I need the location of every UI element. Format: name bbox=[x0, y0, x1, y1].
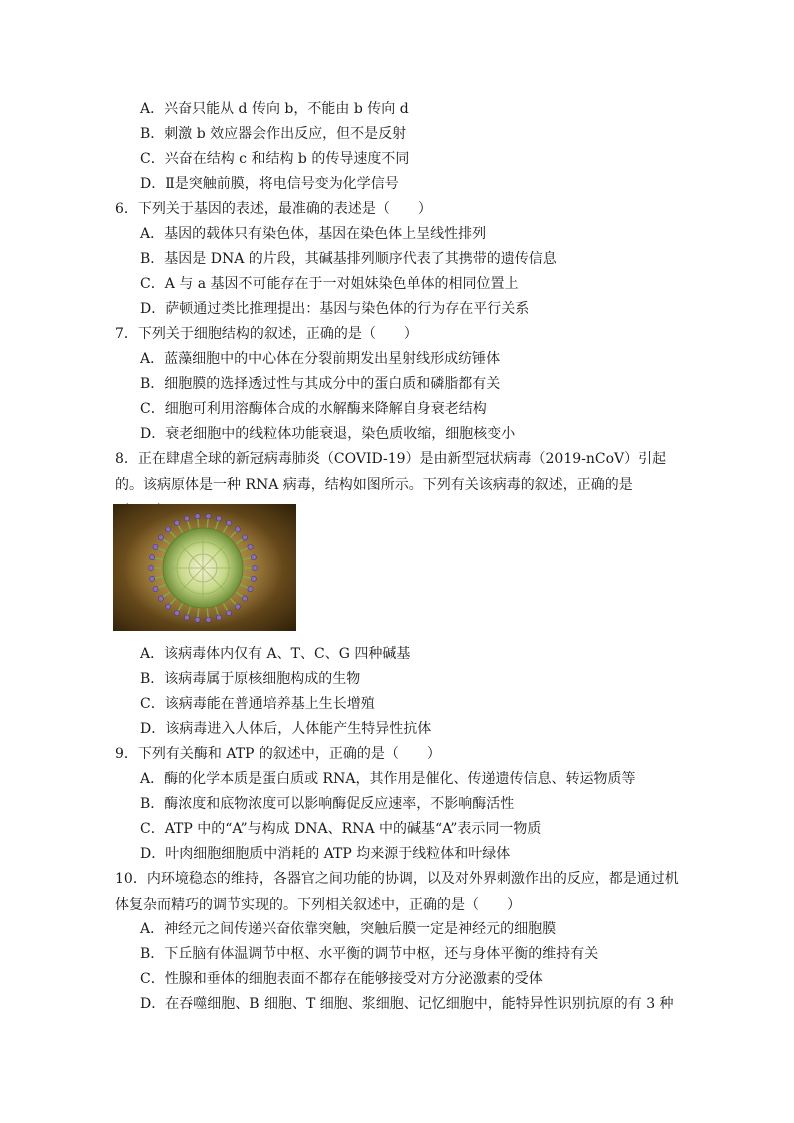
q6-option-d: D．萨顿通过类比推理提出：基因与染色体的行为存在平行关系 bbox=[140, 301, 530, 317]
spike-head bbox=[184, 516, 189, 521]
q9-stem: 9．下列有关酶和 ATP 的叙述中，正确的是（ ） bbox=[115, 746, 441, 762]
q6-option-c: C．A 与 a 基因不可能存在于一对姐妹染色单体的相同位置上 bbox=[140, 276, 519, 292]
spike-head bbox=[148, 565, 153, 570]
q7-option-c: C．细胞可利用溶酶体合成的水解酶来降解自身衰老结构 bbox=[140, 401, 487, 417]
q6-option-a: A．基因的载体只有染色体，基因在染色体上呈线性排列 bbox=[140, 226, 487, 242]
spike-head bbox=[166, 604, 171, 609]
spike-head bbox=[184, 615, 189, 620]
spike-head bbox=[166, 527, 171, 532]
spike-head bbox=[226, 520, 231, 525]
q7-option-a: A．蓝藻细胞中的中心体在分裂前期发出星射线形成纺锤体 bbox=[140, 351, 501, 367]
spike-head bbox=[242, 596, 247, 601]
spike-head bbox=[235, 527, 240, 532]
spike-head bbox=[242, 535, 247, 540]
spike-head bbox=[252, 565, 257, 570]
spike-head bbox=[248, 587, 253, 592]
spike-head bbox=[248, 544, 253, 549]
q10-option-c: C．性腺和垂体的细胞表面不都存在能够接受对方分泌激素的受体 bbox=[140, 971, 543, 987]
spike-head bbox=[216, 615, 221, 620]
q10-option-d: D．在吞噬细胞、B 细胞、T 细胞、浆细胞、记忆细胞中，能特异性识别抗原的有 3 种 bbox=[140, 996, 674, 1012]
spike-head bbox=[251, 576, 256, 581]
spike-head bbox=[174, 610, 179, 615]
q5-option-d: D．Ⅱ是突触前膜，将电信号变为化学信号 bbox=[140, 176, 399, 192]
q10-option-a: A．神经元之间传递兴奋依靠突触，突触后膜一定是神经元的细胞膜 bbox=[140, 921, 557, 937]
spike-head bbox=[195, 617, 200, 622]
q7-stem: 7．下列关于细胞结构的叙述，正确的是（ ） bbox=[115, 326, 418, 342]
spike-head bbox=[153, 587, 158, 592]
spike-head bbox=[216, 516, 221, 521]
q10-option-b: B．下丘脑有体温调节中枢、水平衡的调节中枢，还与身体平衡的维持有关 bbox=[140, 946, 599, 962]
spike-head bbox=[235, 604, 240, 609]
q9-option-d: D．叶肉细胞细胞质中消耗的 ATP 均来源于线粒体和叶绿体 bbox=[140, 846, 511, 862]
spike-head bbox=[174, 520, 179, 525]
spike-head bbox=[206, 617, 211, 622]
spike-head bbox=[150, 576, 155, 581]
q8-stem: 8．正在肆虐全球的新冠病毒肺炎（COVID-19）是由新型冠状病毒（2019-nCoV）引起的。该病原体是一种 RNA 病毒，结构如图所示。下列有关该病毒的叙述，正确的是 bbox=[115, 451, 667, 493]
spike-head bbox=[153, 544, 158, 549]
q8-option-b: B．该病毒属于原核细胞构成的生物 bbox=[140, 671, 361, 687]
spike-head bbox=[158, 596, 163, 601]
q8-option-d: D．该病毒进入人体后，人体能产生特异性抗体 bbox=[140, 721, 432, 737]
spike-head bbox=[158, 535, 163, 540]
q5-option-b: B．刺激 b 效应器会作出反应，但不是反射 bbox=[140, 126, 407, 142]
spike-head bbox=[150, 555, 155, 560]
q5-option-a: A．兴奋只能从 d 传向 b，不能由 b 传向 d bbox=[140, 101, 409, 117]
q9-option-a: A．酶的化学本质是蛋白质或 RNA，其作用是催化、传递遗传信息、转运物质等 bbox=[140, 771, 636, 787]
q7-option-d: D．衰老细胞中的线粒体功能衰退，染色质收缩，细胞核变小 bbox=[140, 426, 516, 442]
q10-stem: 10．内环境稳态的维持，各器官之间功能的协调，以及对外界刺激作出的反应，都是通过机体复杂而精巧的调节实现的。下列相关叙述中，正确的是（ ） bbox=[115, 871, 679, 913]
spike-head bbox=[206, 514, 211, 519]
q9-option-c: C．ATP 中的“A”与构成 DNA、RNA 中的碱基“A”表示同一物质 bbox=[140, 821, 542, 837]
q8-option-c: C．该病毒能在普通培养基上生长增殖 bbox=[140, 696, 375, 712]
spike-head bbox=[195, 514, 200, 519]
q5-option-c: C．兴奋在结构 c 和结构 b 的传导速度不同 bbox=[140, 151, 410, 167]
q6-option-b: B．基因是 DNA 的片段，其碱基排列顺序代表了其携带的遗传信息 bbox=[140, 251, 557, 267]
q7-option-b: B．细胞膜的选择透过性与其成分中的蛋白质和磷脂都有关 bbox=[140, 376, 501, 392]
q8-option-a: A．该病毒体内仅有 A、T、C、G 四种碱基 bbox=[140, 646, 411, 662]
q9-option-b: B．酶浓度和底物浓度可以影响酶促反应速率，不影响酶活性 bbox=[140, 796, 515, 812]
spike-head bbox=[251, 555, 256, 560]
spike-head bbox=[226, 610, 231, 615]
coronavirus-figure bbox=[113, 504, 296, 631]
coronavirus-illustration bbox=[113, 504, 296, 631]
q6-stem: 6．下列关于基因的表述，最准确的表述是（ ） bbox=[115, 201, 432, 217]
